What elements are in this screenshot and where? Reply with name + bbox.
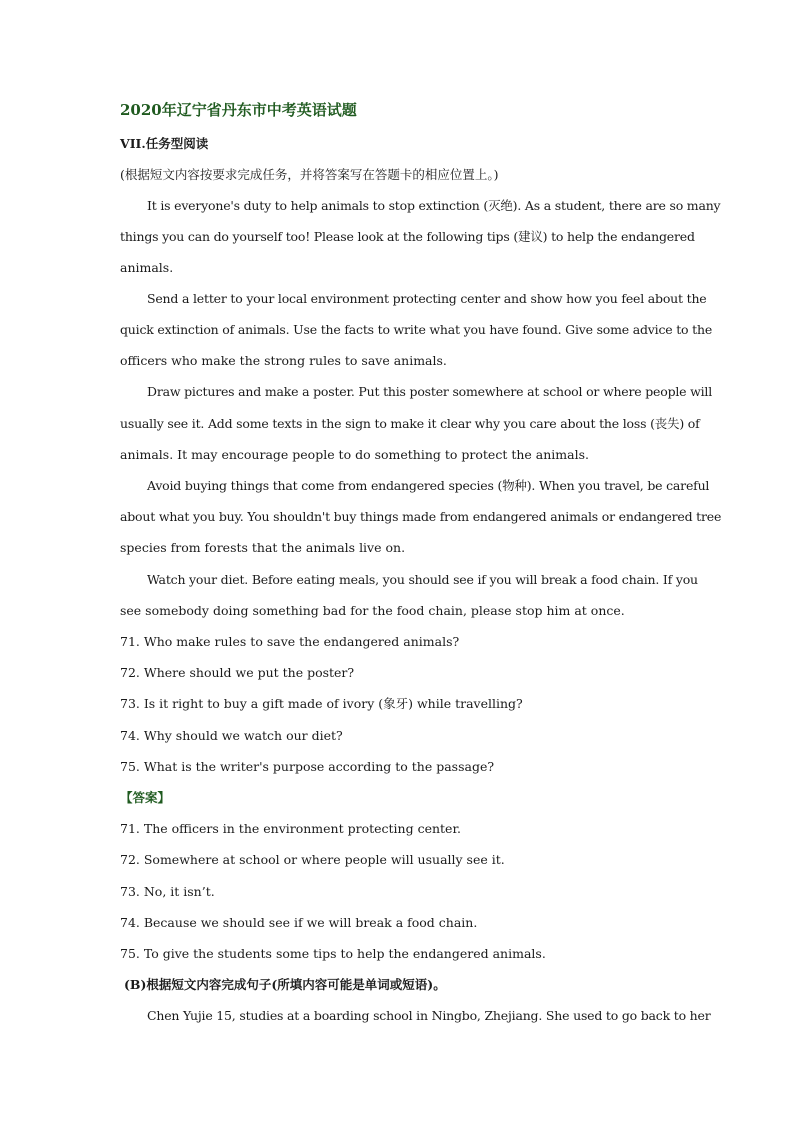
passage-line: about what you buy. You shouldn't buy things made from endangered animals or endangered tree — [120, 509, 722, 524]
passage-line: officers who make the strong rules to save animals. — [120, 353, 447, 368]
passage-line: animals. It may encourage people to do something to protect the animals. — [120, 447, 589, 462]
part-b-heading: (B)根据短文内容完成句子(所填内容可能是单词或短语)。 — [124, 977, 446, 992]
answer-label: 【答案】 — [120, 790, 171, 805]
question-item: 73. Is it right to buy a gift made of ivory (象牙) while travelling? — [120, 696, 523, 711]
answer-item: 75. To give the students some tips to help the endangered animals. — [120, 946, 546, 961]
question-item: 75. What is the writer's purpose according to the passage? — [120, 759, 495, 774]
answer-item: 74. Because we should see if we will break a food chain. — [120, 915, 478, 930]
passage-line: quick extinction of animals. Use the facts to write what you have found. Give some advice to the — [120, 322, 713, 337]
passage-line: Send a letter to your local environment protecting center and show how you feel about the — [147, 291, 707, 306]
page-title: 2020年辽宁省丹东市中考英语试题 — [120, 101, 357, 119]
passage-line: animals. — [120, 260, 174, 275]
passage-line: Avoid buying things that come from endangered species (物种). When you travel, be careful — [147, 478, 710, 493]
passage-line: It is everyone's duty to help animals to stop extinction (灭绝). As a student, there are so many — [147, 198, 721, 213]
passage-line: see somebody doing something bad for the food chain, please stop him at once. — [120, 603, 625, 618]
passage-line: usually see it. Add some texts in the sign to make it clear why you care about the loss (丧失) of — [120, 416, 700, 431]
section-heading: VII.任务型阅读 — [120, 136, 209, 151]
passage-line: things you can do yourself too! Please look at the following tips (建议) to help the endangered — [120, 229, 695, 244]
question-item: 72. Where should we put the poster? — [120, 665, 355, 680]
passage-line: Watch your diet. Before eating meals, you should see if you will break a food chain. If you — [147, 572, 698, 587]
passage-line: Draw pictures and make a poster. Put this poster somewhere at school or where people will — [147, 384, 713, 399]
passage-line: Chen Yujie 15, studies at a boarding school in Ningbo, Zhejiang. She used to go back to her — [147, 1008, 711, 1023]
answer-item: 71. The officers in the environment protecting center. — [120, 821, 462, 836]
question-item: 71. Who make rules to save the endangered animals? — [120, 634, 460, 649]
passage-line: species from forests that the animals live on. — [120, 540, 406, 555]
instruction: (根据短文内容按要求完成任务，并将答案写在答题卡的相应位置上。) — [120, 167, 499, 182]
question-item: 74. Why should we watch our diet? — [120, 728, 343, 743]
answer-item: 73. No, it isn’t. — [120, 884, 215, 899]
answer-item: 72. Somewhere at school or where people will usually see it. — [120, 852, 505, 867]
